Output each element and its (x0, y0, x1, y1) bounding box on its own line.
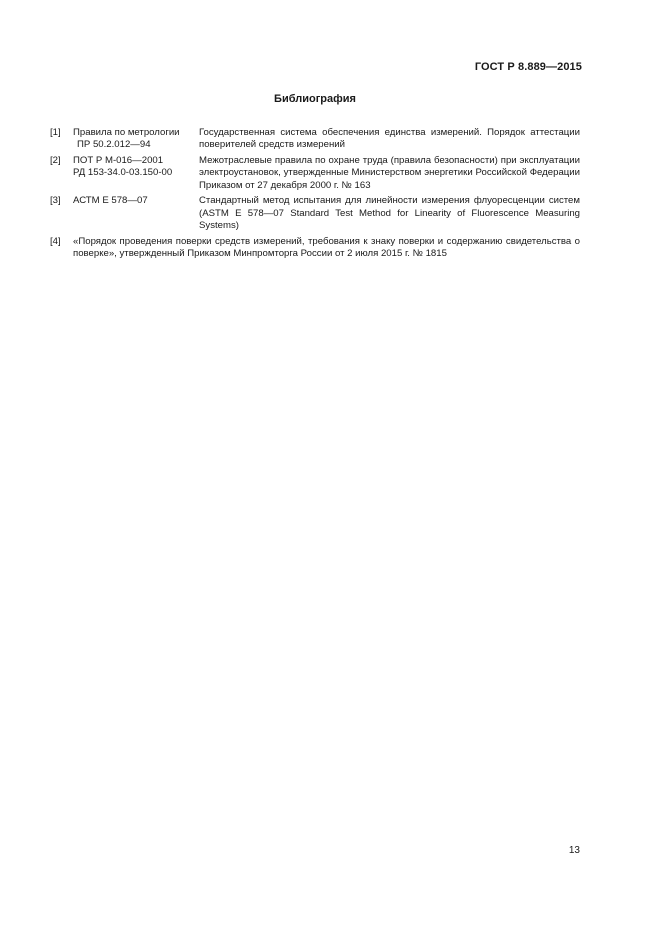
page-number: 13 (568, 845, 580, 856)
entry-description: Государственная система обеспечения единства измерений. Порядок аттестации поверителей средств измерений (199, 127, 580, 151)
entry-number: [4] (50, 235, 61, 247)
entry-description: «Порядок проведения поверки средств измерений, требования к знаку поверки и содержанию свидетельства о поверке», утвержденный Приказом Минпромторга России от 2 июля 2015 г. № 1815 (73, 235, 580, 260)
bibliography-entry-4 (50, 236, 580, 261)
reference-line: ПОТ Р М-016—2001 (73, 155, 164, 167)
reference-line: ПР 50.2.012—94 (77, 139, 151, 151)
entry-reference (73, 155, 199, 180)
entry-number: [1] (50, 127, 61, 138)
bibliography-entry-2 (50, 155, 580, 192)
bibliography-entry-3 (50, 195, 580, 232)
document-code: ГОСТ Р 8.889—2015 (474, 61, 582, 73)
entry-number: [3] (50, 195, 61, 207)
reference-line: АСТМ Е 578—07 (73, 195, 148, 207)
bibliography-entry-1 (50, 127, 580, 152)
entry-reference (73, 195, 199, 207)
entry-description: Межотраслевые правила по охране труда (правила безопасности) при эксплуатации электроустановок, утвержденные Министерством энергетики Российской Федерации Приказом от 27 декабря 2000 г. № 163 (199, 155, 580, 191)
entry-number: [2] (50, 155, 61, 167)
entry-description: Стандартный метод испытания для линейности измерения флуоресценции систем (ASTM E 578—07 Standard Test Method for Linearity of Fluorescence Measuring Systems) (199, 195, 580, 232)
bibliography-list (50, 127, 580, 264)
reference-line: Правила по метрологии (73, 127, 180, 138)
entry-reference (73, 127, 199, 152)
reference-line: РД 153-34.0-03.150-00 (73, 167, 173, 179)
section-title: Библиография (274, 93, 356, 105)
